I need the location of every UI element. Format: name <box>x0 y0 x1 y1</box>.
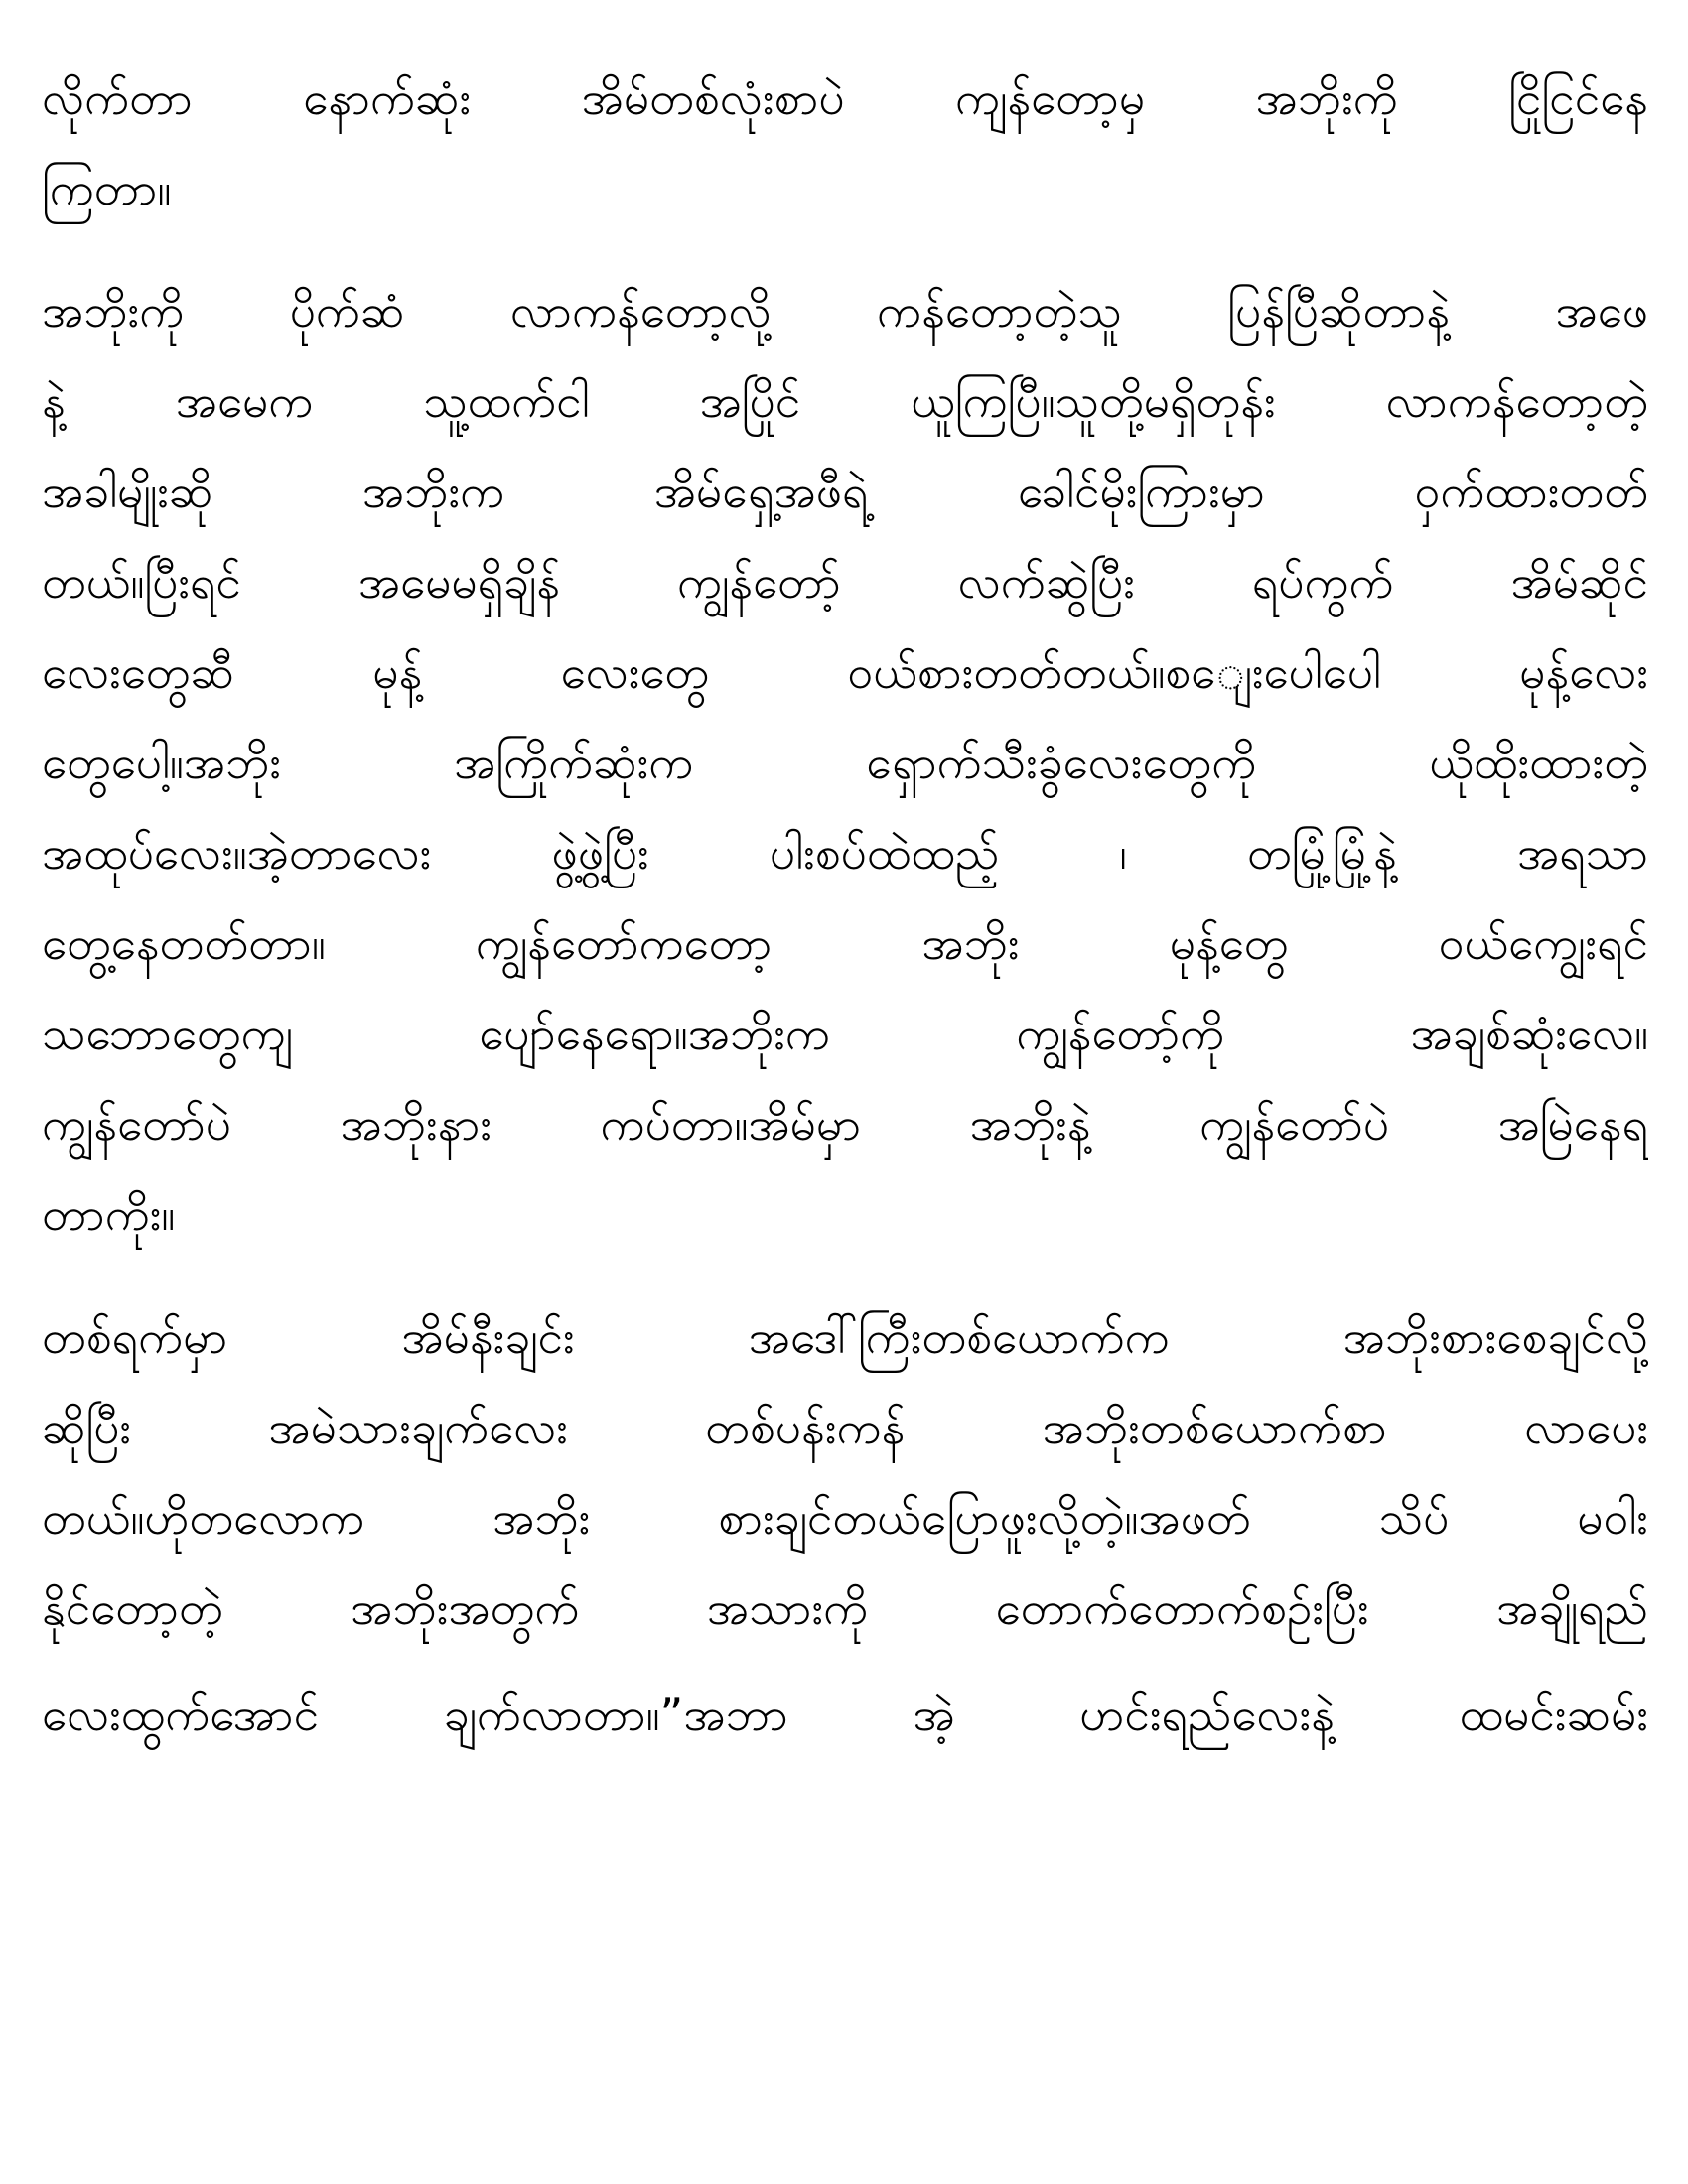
text-line: သဘောတွေကျ ပျော်နေရော။အဘိုးက ကျွန်တော့်ကို အချစ်ဆုံးလေ။ <box>42 1007 1648 1060</box>
text-line: တာကိုး။ <box>42 1187 176 1241</box>
text-line: နဲ့ အမေက သူ့ထက်ငါ အပြိုင် ယူကြပြီ။သူတို့မရှိတုန်း လာကန်တော့တဲ့ <box>42 374 1648 428</box>
text-line: အဘိုးကို ပိုက်ဆံ လာကန်တော့လို့ ကန်တော့တဲ့သူ ပြန်ပြီဆိုတာနဲ့ အဖေ <box>42 284 1648 338</box>
text-line: လေးတွေဆီ မုန့် လေးတွေ ဝယ်စားတတ်တယ်။စ​ျေးပေါပေါ မုန့်လေး <box>42 645 1648 699</box>
text-line: နိုင်တော့တဲ့ အဘိုးအတွက် အသားကို တောက်တောက်စဉ်းပြီး အချိုရည် <box>42 1581 1648 1635</box>
text-line: ကျွန်တော်ပဲ အဘိုးနား ကပ်တာ။အိမ်မှာ အဘိုးနဲ့ ကျွန်တော်ပဲ အမြဲနေရ <box>42 1097 1648 1151</box>
text-line: တွေပေါ့။အဘိုး အကြိုက်ဆုံးက ရှောက်သီးခွံလေးတွေကို ယိုထိုးထားတဲ့ <box>42 736 1648 789</box>
text-line: လိုက်တာ နောက်ဆုံး အိမ်တစ်လုံးစာပဲ ကျန်တော့မှ အဘိုးကို ငြိုငြင်နေ <box>42 71 1648 125</box>
text-line: အထုပ်လေး။အဲ့တာလေး ဖွဲ့ဖွဲ့ပြီး ပါးစပ်ထဲထည့် ၊ တမြုံ့မြုံ့နဲ့ အရသာ <box>42 826 1648 880</box>
text-line: လေးထွက်အောင် ချက်လာတာ။”အဘာ အဲ့ ဟင်းရည်လေးနဲ့ ထမင်းဆမ်း <box>42 1688 1648 1741</box>
text-line: အခါမျိုးဆို အဘိုးက အိမ်ရှေ့အဖီရဲ့ ခေါင်မိုးကြားမှာ ဝှက်ထားတတ် <box>42 465 1648 518</box>
text-line: တွေ့နေတတ်တာ။ ကျွန်တော်ကတော့ အဘိုး မုန့်တွေ ဝယ်ကျွေးရင် <box>42 916 1648 970</box>
text-line: တယ်။ဟိုတလောက အဘိုး စားချင်တယ်ပြောဖူးလို့တဲ့။အဖတ် သိပ် မဝါး <box>42 1491 1648 1545</box>
text-line: တယ်။ပြီးရင် အမေမရှိချိန် ကျွန်တော့် လက်ဆွဲပြီး ရပ်ကွက် အိမ်ဆိုင် <box>42 555 1648 609</box>
text-line: ကြတာ။ <box>42 162 172 215</box>
text-line: တစ်ရက်မှာ အိမ်နီးချင်း အဒေါ်ကြီးတစ်ယောက်က အဘိုးစားစေချင်လို့ <box>42 1310 1648 1364</box>
text-line: ဆိုပြီး အမဲသားချက်လေး တစ်ပန်းကန် အဘိုးတစ်ယောက်စာ လာပေး <box>42 1401 1648 1454</box>
